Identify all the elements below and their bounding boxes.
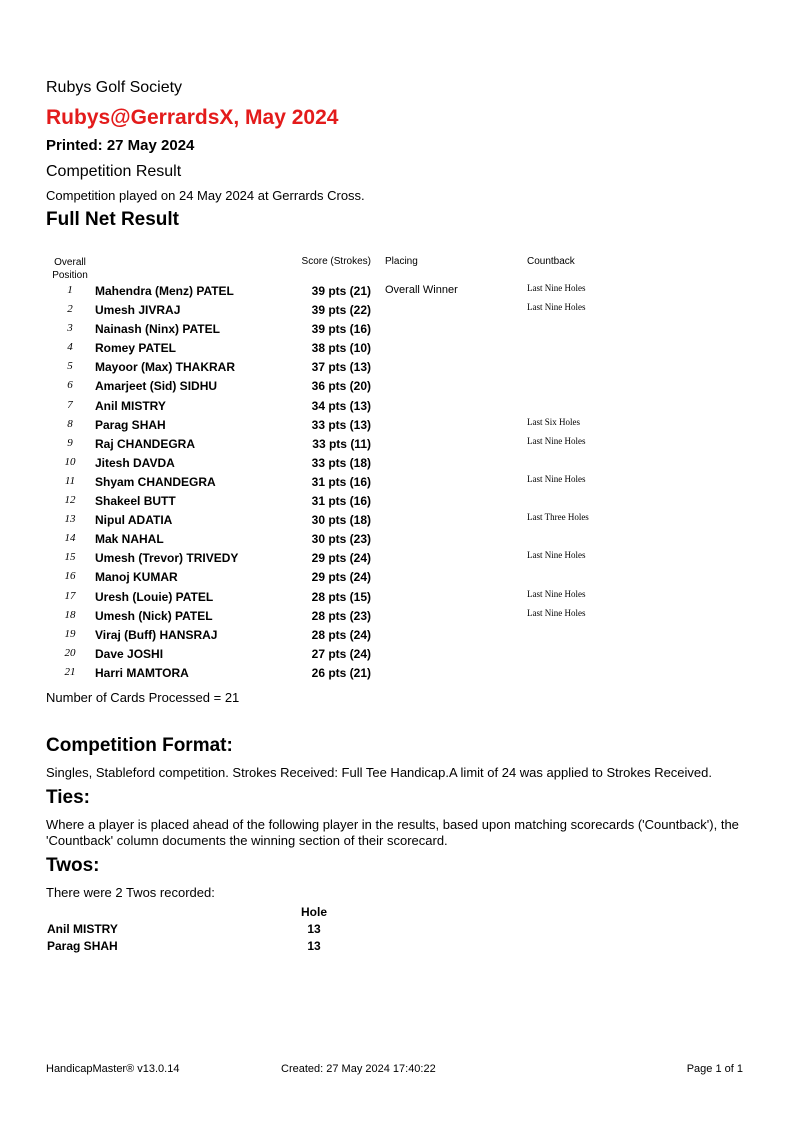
player-name-cell: Umesh (Nick) PATEL [95, 608, 213, 623]
player-name-cell: Nainash (Ninx) PATEL [95, 322, 220, 337]
result-row [0, 607, 794, 626]
column-header-position: Overall Position [52, 257, 88, 281]
position-cell: 4 [67, 341, 73, 354]
column-header-placing: Placing [385, 256, 418, 267]
column-header-countback: Countback [527, 256, 575, 267]
position-cell: 15 [64, 551, 76, 564]
player-name-cell: Viraj (Buff) HANSRAJ [95, 627, 218, 642]
position-cell: 2 [67, 303, 73, 316]
played-on-text: Competition played on 24 May 2024 at Gerrards Cross. [46, 188, 365, 203]
score-cell: 34 pts (13) [311, 398, 371, 413]
result-row [0, 339, 794, 358]
position-cell: 8 [67, 417, 73, 430]
result-row [0, 377, 794, 396]
position-cell: 3 [67, 322, 73, 335]
player-name-cell: Shyam CHANDEGRA [95, 474, 216, 489]
twos-row [46, 922, 346, 939]
player-name-cell: Nipul ADATIA [95, 513, 173, 528]
countback-cell: Last Three Holes [527, 512, 589, 523]
results-table [0, 282, 794, 683]
twos-header-row [46, 905, 346, 922]
score-cell: 38 pts (10) [311, 341, 371, 356]
twos-hole: 13 [307, 939, 321, 953]
result-row [0, 301, 794, 320]
ties-heading: Ties: [46, 787, 91, 808]
countback-cell: Last Six Holes [527, 416, 580, 427]
result-row [0, 435, 794, 454]
result-row [0, 454, 794, 473]
result-row [0, 645, 794, 664]
score-cell: 37 pts (13) [311, 360, 371, 375]
position-cell: 14 [64, 532, 76, 545]
player-name-cell: Harri MAMTORA [95, 665, 189, 680]
footer-software: HandicapMaster® v13.0.14 [46, 1063, 180, 1075]
result-row [0, 416, 794, 435]
result-row [0, 568, 794, 587]
score-cell: 27 pts (24) [311, 646, 371, 661]
printed-date: Printed: 27 May 2024 [46, 137, 195, 154]
twos-player-name: Anil MISTRY [47, 922, 118, 936]
result-row [0, 664, 794, 683]
score-cell: 31 pts (16) [311, 494, 371, 509]
twos-hole-header: Hole [300, 905, 327, 919]
position-cell: 16 [64, 570, 76, 583]
player-name-cell: Shakeel BUTT [95, 494, 176, 509]
result-row [0, 320, 794, 339]
player-name-cell: Mahendra (Menz) PATEL [95, 284, 234, 298]
position-cell: 19 [64, 627, 76, 640]
player-name-cell: Umesh JIVRAJ [95, 303, 181, 318]
countback-cell: Last Nine Holes [527, 473, 586, 484]
player-name-cell: Raj CHANDEGRA [95, 436, 196, 451]
position-cell: 17 [64, 589, 76, 602]
result-row [0, 397, 794, 416]
player-name-cell: Amarjeet (Sid) SIDHU [95, 379, 218, 394]
position-cell: 1 [67, 284, 73, 296]
countback-cell: Last Nine Holes [527, 588, 586, 599]
twos-summary: There were 2 Twos recorded: [46, 885, 215, 900]
position-cell: 6 [67, 379, 73, 392]
score-cell: 39 pts (22) [311, 303, 371, 318]
result-row [0, 588, 794, 607]
result-row [0, 282, 794, 301]
player-name-cell: Jitesh DAVDA [95, 455, 175, 470]
competition-result-label: Competition Result [46, 163, 182, 180]
twos-table [46, 905, 346, 956]
score-cell: 33 pts (18) [311, 455, 371, 470]
position-cell: 13 [64, 513, 76, 526]
footer-created: Created: 27 May 2024 17:40:22 [281, 1063, 436, 1075]
placing-cell: Overall Winner [385, 284, 458, 296]
player-name-cell: Mayoor (Max) THAKRAR [95, 360, 236, 375]
column-header-score: Score (Strokes) [301, 256, 371, 267]
result-row [0, 358, 794, 377]
footer-page-number: Page 1 of 1 [686, 1063, 743, 1075]
competition-format-heading: Competition Format: [46, 735, 233, 756]
position-cell: 7 [67, 398, 73, 411]
position-cell: 10 [64, 455, 76, 468]
score-cell: 39 pts (21) [311, 284, 371, 298]
player-name-cell: Umesh (Trevor) TRIVEDY [95, 551, 239, 566]
position-cell: 5 [67, 360, 73, 373]
event-title: Rubys@GerrardsX, May 2024 [46, 106, 339, 129]
score-cell: 30 pts (18) [311, 513, 371, 528]
score-cell: 31 pts (16) [311, 474, 371, 489]
position-cell: 9 [67, 436, 73, 449]
score-cell: 33 pts (13) [311, 417, 371, 432]
player-name-cell: Uresh (Louie) PATEL [95, 589, 214, 604]
player-name-cell: Dave JOSHI [95, 646, 164, 661]
countback-cell: Last Nine Holes [527, 607, 586, 618]
result-row [0, 492, 794, 511]
position-cell: 12 [64, 494, 76, 507]
society-name: Rubys Golf Society [46, 79, 183, 96]
player-name-cell: Mak NAHAL [95, 532, 164, 547]
cards-processed: Number of Cards Processed = 21 [46, 690, 240, 705]
countback-cell: Last Nine Holes [527, 435, 586, 446]
countback-cell: Last Nine Holes [527, 283, 586, 293]
twos-heading: Twos: [46, 855, 100, 876]
twos-hole: 13 [307, 922, 321, 936]
player-name-cell: Anil MISTRY [95, 398, 166, 413]
position-cell: 11 [64, 474, 76, 487]
position-cell: 20 [64, 646, 76, 659]
player-name-cell: Manoj KUMAR [95, 570, 178, 585]
ties-text: Where a player is placed ahead of the following player in the results, based upon matching scorecards ('Countback'), the 'Countback' column documents the winning section of their scorecard. [46, 817, 739, 848]
twos-player-name: Parag SHAH [47, 939, 118, 953]
score-cell: 28 pts (15) [311, 589, 371, 604]
countback-cell: Last Nine Holes [527, 302, 586, 313]
score-cell: 28 pts (23) [311, 608, 371, 623]
score-cell: 33 pts (11) [312, 436, 371, 451]
score-cell: 39 pts (16) [311, 322, 371, 337]
player-name-cell: Parag SHAH [95, 417, 166, 432]
score-cell: 36 pts (20) [311, 379, 371, 394]
player-name-cell: Romey PATEL [95, 341, 176, 356]
result-row [0, 511, 794, 530]
score-cell: 29 pts (24) [311, 570, 371, 585]
full-net-result-heading: Full Net Result [46, 209, 180, 230]
result-row [0, 626, 794, 645]
score-cell: 26 pts (21) [311, 665, 371, 680]
score-cell: 28 pts (24) [311, 627, 371, 642]
position-cell: 18 [64, 608, 76, 621]
position-cell: 21 [64, 665, 76, 678]
score-cell: 30 pts (23) [311, 532, 371, 547]
score-cell: 29 pts (24) [311, 551, 371, 566]
result-row [0, 530, 794, 549]
result-row [0, 549, 794, 568]
result-row [0, 473, 794, 492]
countback-cell: Last Nine Holes [527, 550, 586, 561]
twos-row [46, 939, 346, 956]
competition-format-text: Singles, Stableford competition. Strokes Received: Full Tee Handicap.A limit of 24 was applied to Strokes Received. [46, 765, 712, 780]
